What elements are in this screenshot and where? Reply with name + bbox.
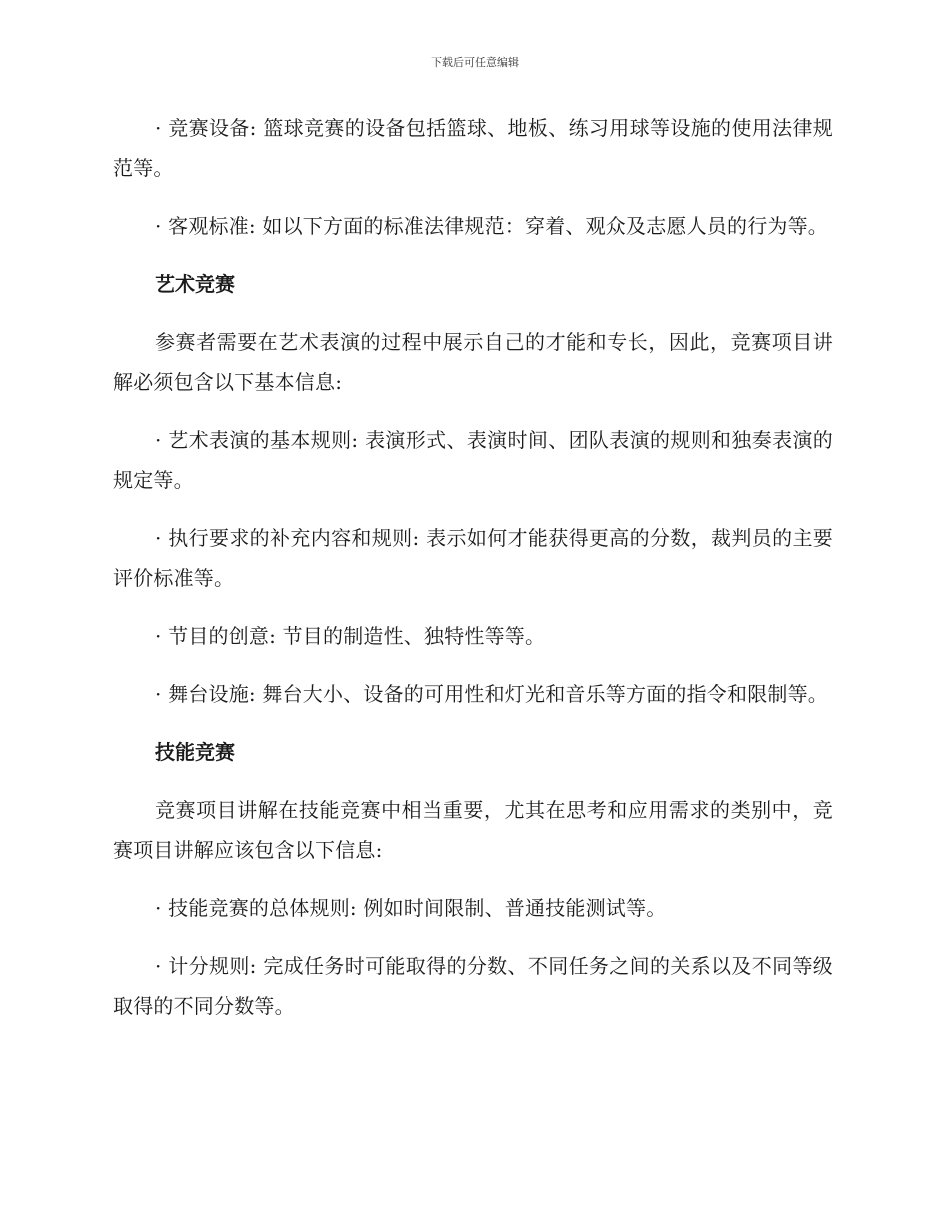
heading-art-competition: 艺术竞赛 (155, 272, 235, 296)
paragraph-stage-facilities: · 舞台设施: 舞台大小、设备的可用性和灯光和音乐等方面的指令和限制等。 (155, 682, 829, 706)
paragraph-art-basic-rules: · 艺术表演的基本规则: 表演形式、表演时间、团队表演的规则和独奏表演的规定等。 (113, 428, 833, 492)
heading-skill-competition: 技能竞赛 (155, 740, 235, 764)
paragraph-skill-general-rules: · 技能竞赛的总体规则: 例如时间限制、普通技能测试等。 (155, 896, 667, 920)
paragraph-art-intro: 参赛者需要在艺术表演的过程中展示自己的才能和专长，因此，竞赛项目讲解必须包含以下基本信息: (113, 330, 833, 394)
header-note: 下载后可任意编辑 (431, 56, 519, 69)
paragraph-equipment: · 竞赛设备: 篮球竞赛的设备包括篮球、地板、练习用球等设施的使用法律规范等。 (113, 116, 833, 180)
paragraph-art-supplementary-rules: · 执行要求的补充内容和规则: 表示如何才能获得更高的分数，裁判员的主要评价标准等。 (113, 526, 833, 590)
paragraph-art-creativity: · 节目的创意: 节目的制造性、独特性等等。 (155, 624, 546, 648)
paragraph-scoring-rules: · 计分规则: 完成任务时可能取得的分数、不同任务之间的关系以及不同等级取得的不同分数等。 (113, 954, 833, 1018)
document-body (113, 108, 833, 1044)
paragraph-objective-standards: · 客观标准: 如以下方面的标准法律规范：穿着、观众及志愿人员的行为等。 (155, 214, 829, 238)
paragraph-skill-intro: 竞赛项目讲解在技能竞赛中相当重要，尤其在思考和应用需求的类别中，竞赛项目讲解应该包含以下信息: (113, 798, 833, 862)
